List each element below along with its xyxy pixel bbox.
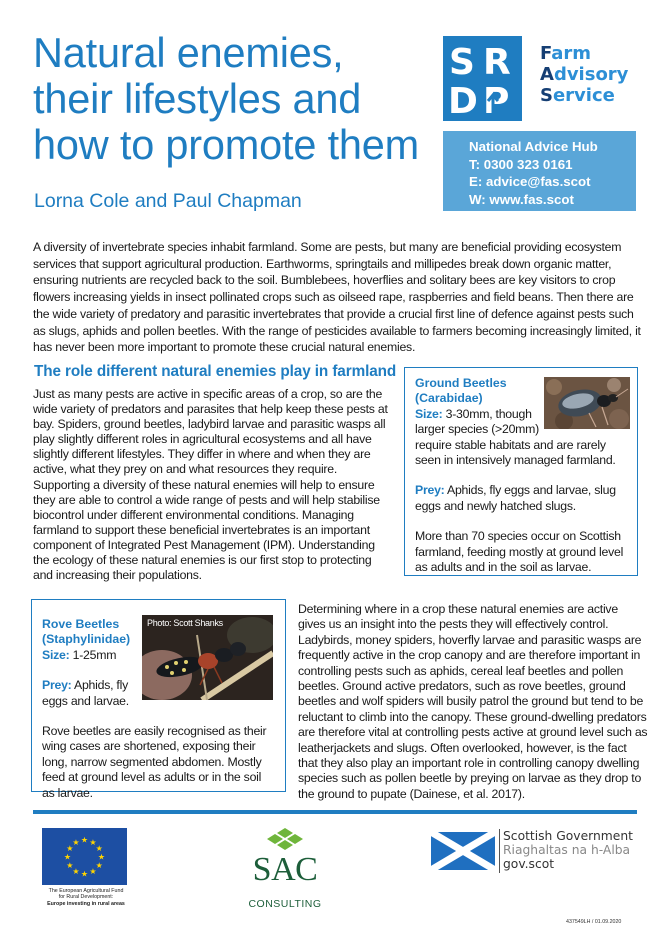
contact-web[interactable]: W: www.fas.scot <box>469 191 574 207</box>
section-heading: The role different natural enemies play in farmland <box>34 363 397 380</box>
intro-paragraph: A diversity of invertebrate species inhabit farmland. Some are pests, but many are beneficial providing ecosystem services that support agricultural production. Earthworms, springtails and millipedes break down organic matter, ensuring nutrients are recycled back to the soil. Bumblebees, hoverflies and solitary bees are key visitors to crop flowers increasing yields in insect pollinated crops such as oilseed rape, raspberries and field beans. Then there are the wide variety of predatory and parasitic invertebrates that provide a crucial first line of defence against pests such as slugs, aphids and pollen beetles. With the range of pesticides available to farmers becoming increasingly limited, it has never been more important to promote these crucial natural enemies. <box>33 240 641 355</box>
srdp-logo <box>443 36 522 121</box>
rove-beetles-box <box>31 599 286 800</box>
farm-advisory-service-wordmark <box>540 43 628 106</box>
eu-star-icon: ★ <box>89 837 97 847</box>
eu-star-icon: ★ <box>89 867 97 877</box>
contact-phone[interactable]: T: 0300 323 0161 <box>469 156 573 172</box>
rove-beetles-note: Rove beetles are easily recognised as their wing cases are shortened, exposing their long, narrow segmented abdomen. Mostly feed at ground level as adults or in the soil as larvae. <box>42 724 267 800</box>
srdp-logo-mark <box>443 36 522 121</box>
eu-star-icon: ★ <box>72 837 80 847</box>
eu-star-icon: ★ <box>63 852 72 862</box>
logo-letter-s: S <box>449 42 475 83</box>
ground-beetles-name: Ground Beetles <box>415 376 507 390</box>
ground-beetles-size: Size: 3-30mm, though <box>415 406 532 421</box>
wordmark-line: Advisory <box>540 64 629 85</box>
eu-star-icon: ★ <box>66 861 74 870</box>
photo-credit: Photo: Scott Shanks <box>147 618 223 628</box>
rove-beetles-size: Size: 1-25mm <box>42 647 117 662</box>
title-line: Natural enemies, <box>33 29 344 76</box>
eu-star-icon: ★ <box>80 869 89 879</box>
contact-box <box>443 131 636 211</box>
document-reference: 437549LH / 01.09.2020 <box>566 919 622 925</box>
ground-beetles-family: (Carabidae) <box>415 391 483 406</box>
ground-beetles-size-cont: require stable habitats and are rarely seen in intensively managed farmland. <box>415 437 616 468</box>
eu-stars-icon <box>42 828 127 885</box>
title-line: how to promote them <box>33 121 420 168</box>
eu-star-icon: ★ <box>72 867 80 877</box>
logo-letter-d: D <box>448 81 478 121</box>
logo-letter-p: P <box>483 81 510 121</box>
sac-subtitle: CONSULTING <box>248 898 322 910</box>
eu-star-icon: ★ <box>95 861 103 870</box>
logo-letter-r: R <box>483 42 511 83</box>
ground-beetle-image <box>544 377 630 429</box>
rove-beetles-prey: Prey: Aphids, fly eggs and larvae. <box>42 678 129 708</box>
section-body: Just as many pests are active in specific areas of a crop, so are the wide variety of predators and parasites that help keep these pests at bay. Spiders, ground beetles, ladybird larvae and parasitic wasps all play slightly different roles in agricultural ecosystems and all have slightly different lifestyles. They differ in where and when they are active, what they prey on and what resources they require. Supporting a diversity of these natural enemies will help to ensure they are able to control a wide range of pests and will help stabilise biocontrol under different environmental conditions. Managing farmland to support these beneficial invertebrates is an important component of Integrated Pest Management (IPM). Understanding the ecology of these natural enemies is our first stop to protecting and increasing their populations. <box>33 387 388 583</box>
ground-beetles-prey: Prey: Aphids, fly eggs and larvae, slug eggs and newly hatched slugs. <box>415 483 616 513</box>
eu-flag-logo <box>42 828 127 885</box>
wordmark-line: Service <box>540 85 615 106</box>
saltire-flag-icon <box>431 832 495 870</box>
ground-beetles-size-cont: larger species (>20mm) <box>415 422 540 437</box>
eu-caption: The European Agricultural Fund for Rural Development: Europe investing in rural areas <box>47 888 125 907</box>
contact-heading: National Advice Hub <box>469 139 598 154</box>
ground-beetles-note: More than 70 species occur on Scottish farmland, feeding mostly at ground level as adults and in the soil as larvae. <box>415 529 624 575</box>
authors: Lorna Cole and Paul Chapman <box>34 190 302 212</box>
eu-star-icon: ★ <box>97 852 106 862</box>
page-title <box>33 30 443 168</box>
eu-star-icon: ★ <box>66 844 74 853</box>
title-line: their lifestyles and <box>33 75 362 122</box>
sac-name: SAC <box>252 851 318 888</box>
section-body-continued: Determining where in a crop these natural enemies are active gives us an insight into the pests they will effectively control. Ladybirds, money spiders, hoverfly larvae and parasitic wasps are frequently active in the crop canopy and are therefore important in controlling pests such as aphids, cereal leaf beetles and pollen beetles. Ground active predators, such as rove beetles, ground beetles and wolf spiders will busily patrol the ground but tend to be reluctant to climb into the canopy. These ground-dwelling predators are therefore vital at controlling pests active at ground level such as leatherjackets and slugs. Often overlooked, however, is the fact that they also play an important role in controlling canopy dwelling species such as pollen beetle by preying on larvae as they drop to the ground to pupate (Dainese, et al. 2017). <box>298 602 648 801</box>
ground-beetle-photo <box>544 377 630 429</box>
rove-beetles-family: (Staphylinidae) <box>42 632 131 647</box>
scottish-government-wordmark: Scottish Government Riaghaltas na h-Alba gov.scot <box>503 829 633 871</box>
wordmark-line: Farm <box>540 43 592 64</box>
contact-email[interactable]: E: advice@fas.scot <box>469 174 591 189</box>
eu-star-icon: ★ <box>80 835 89 845</box>
gov-logo-divider <box>499 829 500 873</box>
rove-beetles-name: Rove Beetles <box>42 617 120 631</box>
eu-star-icon: ★ <box>95 844 103 853</box>
ground-beetles-box <box>404 367 638 576</box>
footer-divider <box>33 810 637 814</box>
rove-beetle-photo <box>142 615 273 700</box>
